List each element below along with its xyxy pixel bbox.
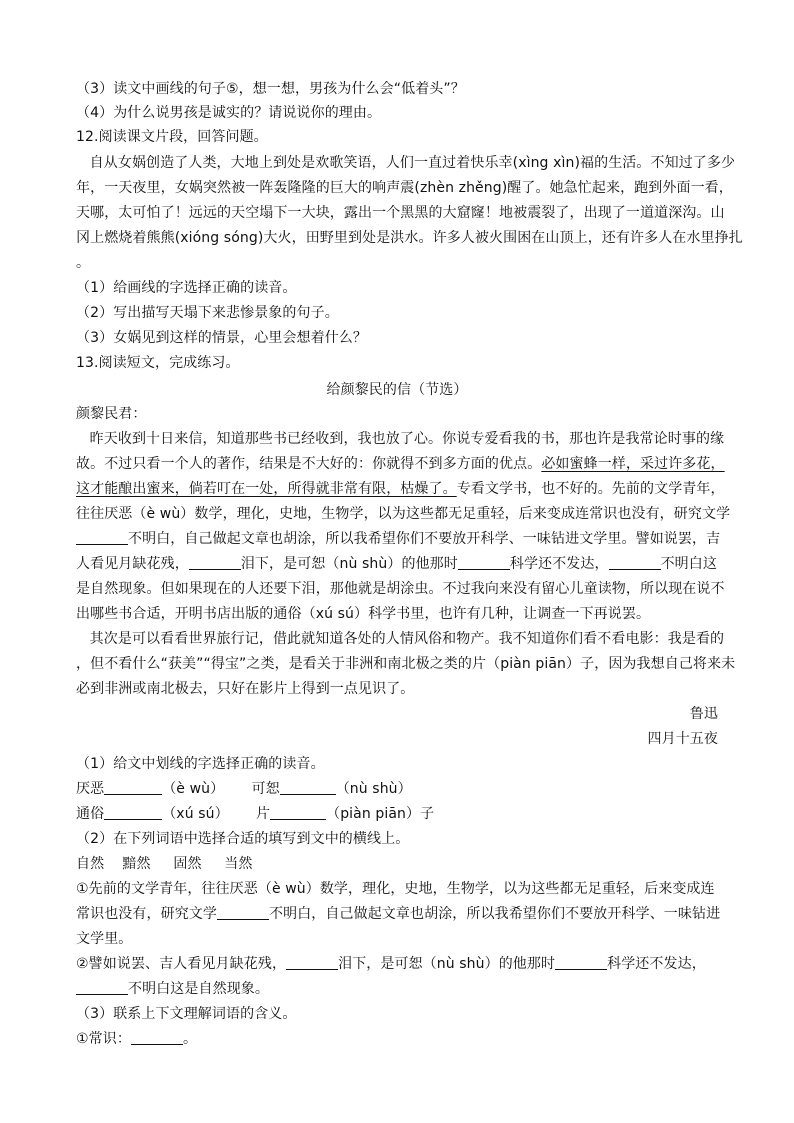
fill-blank[interactable]: [217, 905, 269, 920]
section-13-heading: 13.阅读短文，完成练习。: [76, 355, 240, 371]
pinyin-choice-row: [76, 805, 718, 823]
pinyin-choice-row: [76, 780, 718, 798]
underlined-sentence: 这才能酿出蜜来，倘若叮在一处，所得就非常有限，枯燥了。: [76, 481, 457, 497]
text-span: （è wù） 可恕: [162, 781, 280, 797]
text-span: 通俗: [76, 806, 105, 822]
text-span: ②譬如说罢、吉人看见月缺花残，: [76, 956, 287, 972]
text-span: 不明白这: [660, 556, 717, 572]
fill-blank[interactable]: [555, 955, 607, 970]
section-12-heading: 12.阅读课文片段，回答问题。: [76, 129, 268, 145]
letter-line: [76, 530, 721, 548]
letter-line: 往往厌恶（è wù）数学，理化，史地，生物学，以为这些都无足重轻，后来变成连常识也没有，研究文学: [76, 506, 731, 522]
letter-salutation: 颜黎民君：: [76, 406, 147, 422]
question-text: （2）写出描写天塌下来悲惨景象的句子。: [76, 305, 339, 321]
text-span: 科学还不发达，: [607, 956, 706, 972]
text-span: 故。不过只看一个人的著作，结果是不大好的：你就得不到多方面的优点。: [76, 456, 542, 472]
letter-line: ，但不看什么“获美”“得宝”之类，是看关于非洲和南北极之类的片（piàn piān）子，因为我想自己将来未: [76, 656, 736, 672]
fill-blank[interactable]: [280, 780, 336, 795]
question-text: （3）女娲见到这样的情景，心里会想着什么？: [76, 330, 368, 346]
text-span: 科学还不发达，: [509, 556, 609, 572]
letter-line: 是自然现象。但如果现在的人还要下泪，那他就是胡涂虫。不过我向来没有留心儿童读物，所以现在说不: [76, 581, 725, 597]
text-span: 泪下，是可恕（nù shù）的他那时: [240, 556, 458, 572]
fill-blank[interactable]: [76, 980, 128, 995]
fill-blank[interactable]: [609, 555, 661, 570]
letter-line: 昨天收到十日来信，知道那些书已经收到，我也放了心。你说专爱看我的书，那也许是我常论时事的缘: [76, 431, 725, 447]
exercise-line: [76, 980, 718, 998]
text-span: ①常识：: [76, 1031, 131, 1047]
letter-title: 给颜黎民的信（节选）: [326, 382, 468, 398]
fill-blank[interactable]: [76, 530, 128, 545]
word-choices: 自然 黯然 固然 当然: [76, 856, 253, 872]
passage-line: 年，一天夜里，女娲突然被一阵轰隆隆的巨大的响声震(zhèn zhěng)醒了。她急忙起来，跑到外面一看，: [76, 180, 733, 196]
question-text: （1）给文中划线的字选择正确的读音。: [76, 756, 325, 772]
exercise-line: [76, 955, 718, 973]
text-span: （xú sú） 片: [162, 806, 271, 822]
question-4-text: （4）为什么说男孩是诚实的？请说说你的理由。: [76, 105, 382, 121]
underlined-sentence: 必如蜜蜂一样，采过许多花，: [541, 456, 725, 472]
text-span: （piàn piān）子: [326, 806, 435, 822]
text-span: 常识也没有，研究文学: [76, 906, 217, 922]
letter-line: [76, 455, 725, 473]
fill-blank[interactable]: [458, 555, 510, 570]
letter-line: [76, 480, 725, 498]
letter-line: 其次是可以看看世界旅行记，借此就知道各处的人情风俗和物产。我不知道你们看不看电影：我是看的: [76, 631, 725, 647]
exercise-line: 文学里。: [76, 931, 133, 947]
passage-line: 冈上燃烧着熊熊(xióng sóng)大火，田野里到处是洪水。许多人被火围困在山顶上，还有许多人在水里挣扎: [76, 230, 743, 246]
text-span: 不明白这是自然现象。: [128, 981, 269, 997]
question-3-text: （3）读文中画线的句子⑤，想一想，男孩为什么会“低着头”？: [76, 81, 465, 97]
passage-line: 天哪，太可怕了！远远的天空塌下一大块，露出一个黑黑的大窟窿！地被震裂了，出现了一道道深沟。山: [76, 205, 725, 221]
text-span: （nù shù）: [335, 781, 412, 797]
text-span: 不明白，自己做起文章也胡涂，所以我希望你们不要放开科学、一味钻进文学里。譬如说罢，吉: [128, 531, 721, 547]
letter-line: 出哪些书合适，开明书店出版的通俗（xú sú）科学书里，也许有几种，让调查一下再说罢。: [76, 606, 651, 622]
letter-signature: 鲁迅: [689, 706, 718, 722]
text-span: 泪下，是可恕（nù shù）的他那时: [338, 956, 556, 972]
text-span: 厌恶: [76, 781, 105, 797]
fill-blank[interactable]: [189, 555, 241, 570]
exercise-line: ①先前的文学青年，往往厌恶（è wù）数学，理化，史地，生物学，以为这些都无足重轻，后来变成连: [76, 881, 715, 897]
fill-blank[interactable]: [104, 780, 162, 795]
letter-line: [76, 555, 718, 573]
passage-line: 自从女娲创造了人类，大地上到处是欢歌笑语，人们一直过着快乐幸(xìng xìn)福的生活。不知过了多少: [76, 155, 736, 171]
question-text: （2）在下列词语中选择合适的填写到文中的横线上。: [76, 831, 410, 847]
exercise-line: [76, 1030, 718, 1048]
exercise-line: [76, 905, 721, 923]
question-text: （1）给画线的字选择正确的读音。: [76, 280, 297, 296]
passage-line: 。: [76, 255, 91, 271]
fill-blank[interactable]: [270, 805, 326, 820]
fill-blank[interactable]: [286, 955, 338, 970]
fill-blank[interactable]: [104, 805, 162, 820]
letter-date: 四月十五夜: [647, 731, 718, 747]
text-span: 不明白，自己做起文章也胡涂，所以我希望你们不要放开科学、一味钻进: [269, 906, 721, 922]
question-text: （3）联系上下文理解词语的含义。: [76, 1006, 297, 1022]
letter-line: 必到非洲或南北极去，只好在影片上得到一点见识了。: [76, 681, 415, 697]
fill-blank[interactable]: [131, 1030, 183, 1045]
text-span: 人看见月缺花残，: [76, 556, 189, 572]
text-span: 专看文学书，也不好的。先前的文学青年，: [456, 481, 725, 497]
text-span: 。: [182, 1031, 198, 1047]
